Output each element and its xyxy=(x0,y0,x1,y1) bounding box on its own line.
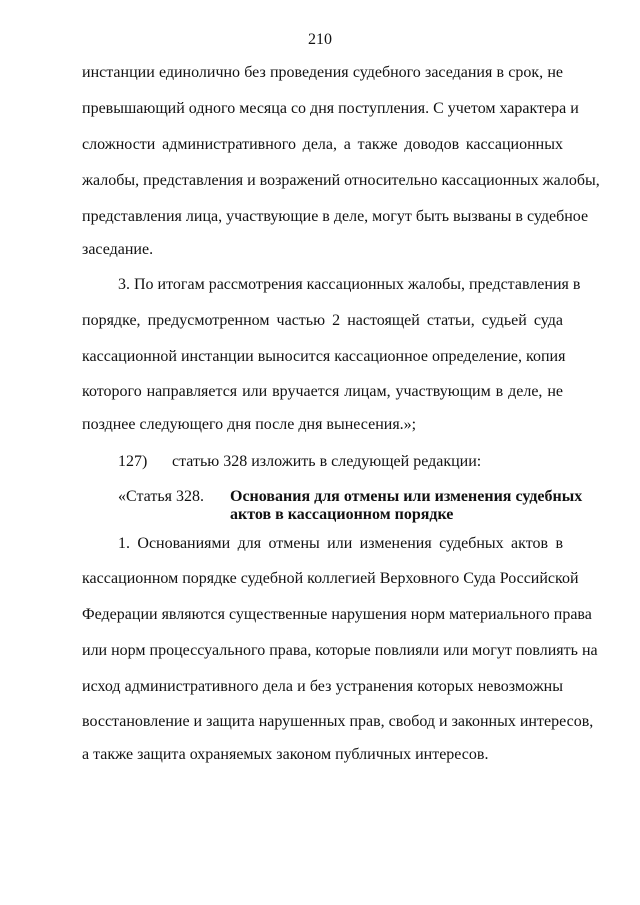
paragraph-2-line: порядке, предусмотренном частью 2 настоящей статьи, судьей суда xyxy=(82,312,563,329)
paragraph-3-line: исход административного дела и без устранения которых невозможны xyxy=(82,678,563,695)
paragraph-2-line: кассационной инстанции выносится кассационное определение, копия xyxy=(82,348,566,365)
paragraph-2-line: которого направляется или вручается лицам, участвующим в деле, не xyxy=(82,383,563,400)
paragraph-1-line: представления лица, участвующие в деле, могут быть вызваны в судебное xyxy=(82,208,589,225)
article-title xyxy=(230,488,583,524)
paragraph-1-line: сложности административного дела, а также доводов кассационных xyxy=(82,136,563,153)
paragraph-1-line: превышающий одного месяца со дня поступления. С учетом характера и xyxy=(82,100,579,117)
item-number: 127) xyxy=(118,453,148,470)
paragraph-3-line: восстановление и защита нарушенных прав, свобод и законных интересов, xyxy=(82,713,594,730)
paragraph-1-line: жалобы, представления и возражений относительно кассационных жалобы, xyxy=(82,172,600,189)
paragraph-3-line: 1. Основаниями для отмены или изменения судебных актов в xyxy=(118,535,563,552)
item-text: статью 328 изложить в следующей редакции: xyxy=(172,453,482,470)
paragraph-3-line: кассационном порядке судебной коллегией Верховного Суда Российской xyxy=(82,570,579,587)
paragraph-1-line: инстанции единолично без проведения судебного заседания в срок, не xyxy=(82,64,563,81)
paragraph-1-line: заседание. xyxy=(82,241,154,258)
paragraph-3-line: или норм процессуального права, которые повлияли или могут повлиять на xyxy=(82,642,598,659)
article-title-line-1: Основания для отмены или изменения судебных xyxy=(230,488,583,505)
paragraph-2-line: позднее следующего дня после дня вынесения.»; xyxy=(82,416,417,433)
article-title-line-2: актов в кассационном порядке xyxy=(230,506,454,523)
article-label: «Статья 328. xyxy=(118,488,204,505)
paragraph-3-line: Федерации являются существенные нарушения норм материального права xyxy=(82,606,592,623)
paragraph-3-line: а также защита охраняемых законом публичных интересов. xyxy=(82,746,489,763)
page-number: 210 xyxy=(308,31,332,48)
paragraph-2-line: 3. По итогам рассмотрения кассационных жалобы, представления в xyxy=(118,276,581,293)
